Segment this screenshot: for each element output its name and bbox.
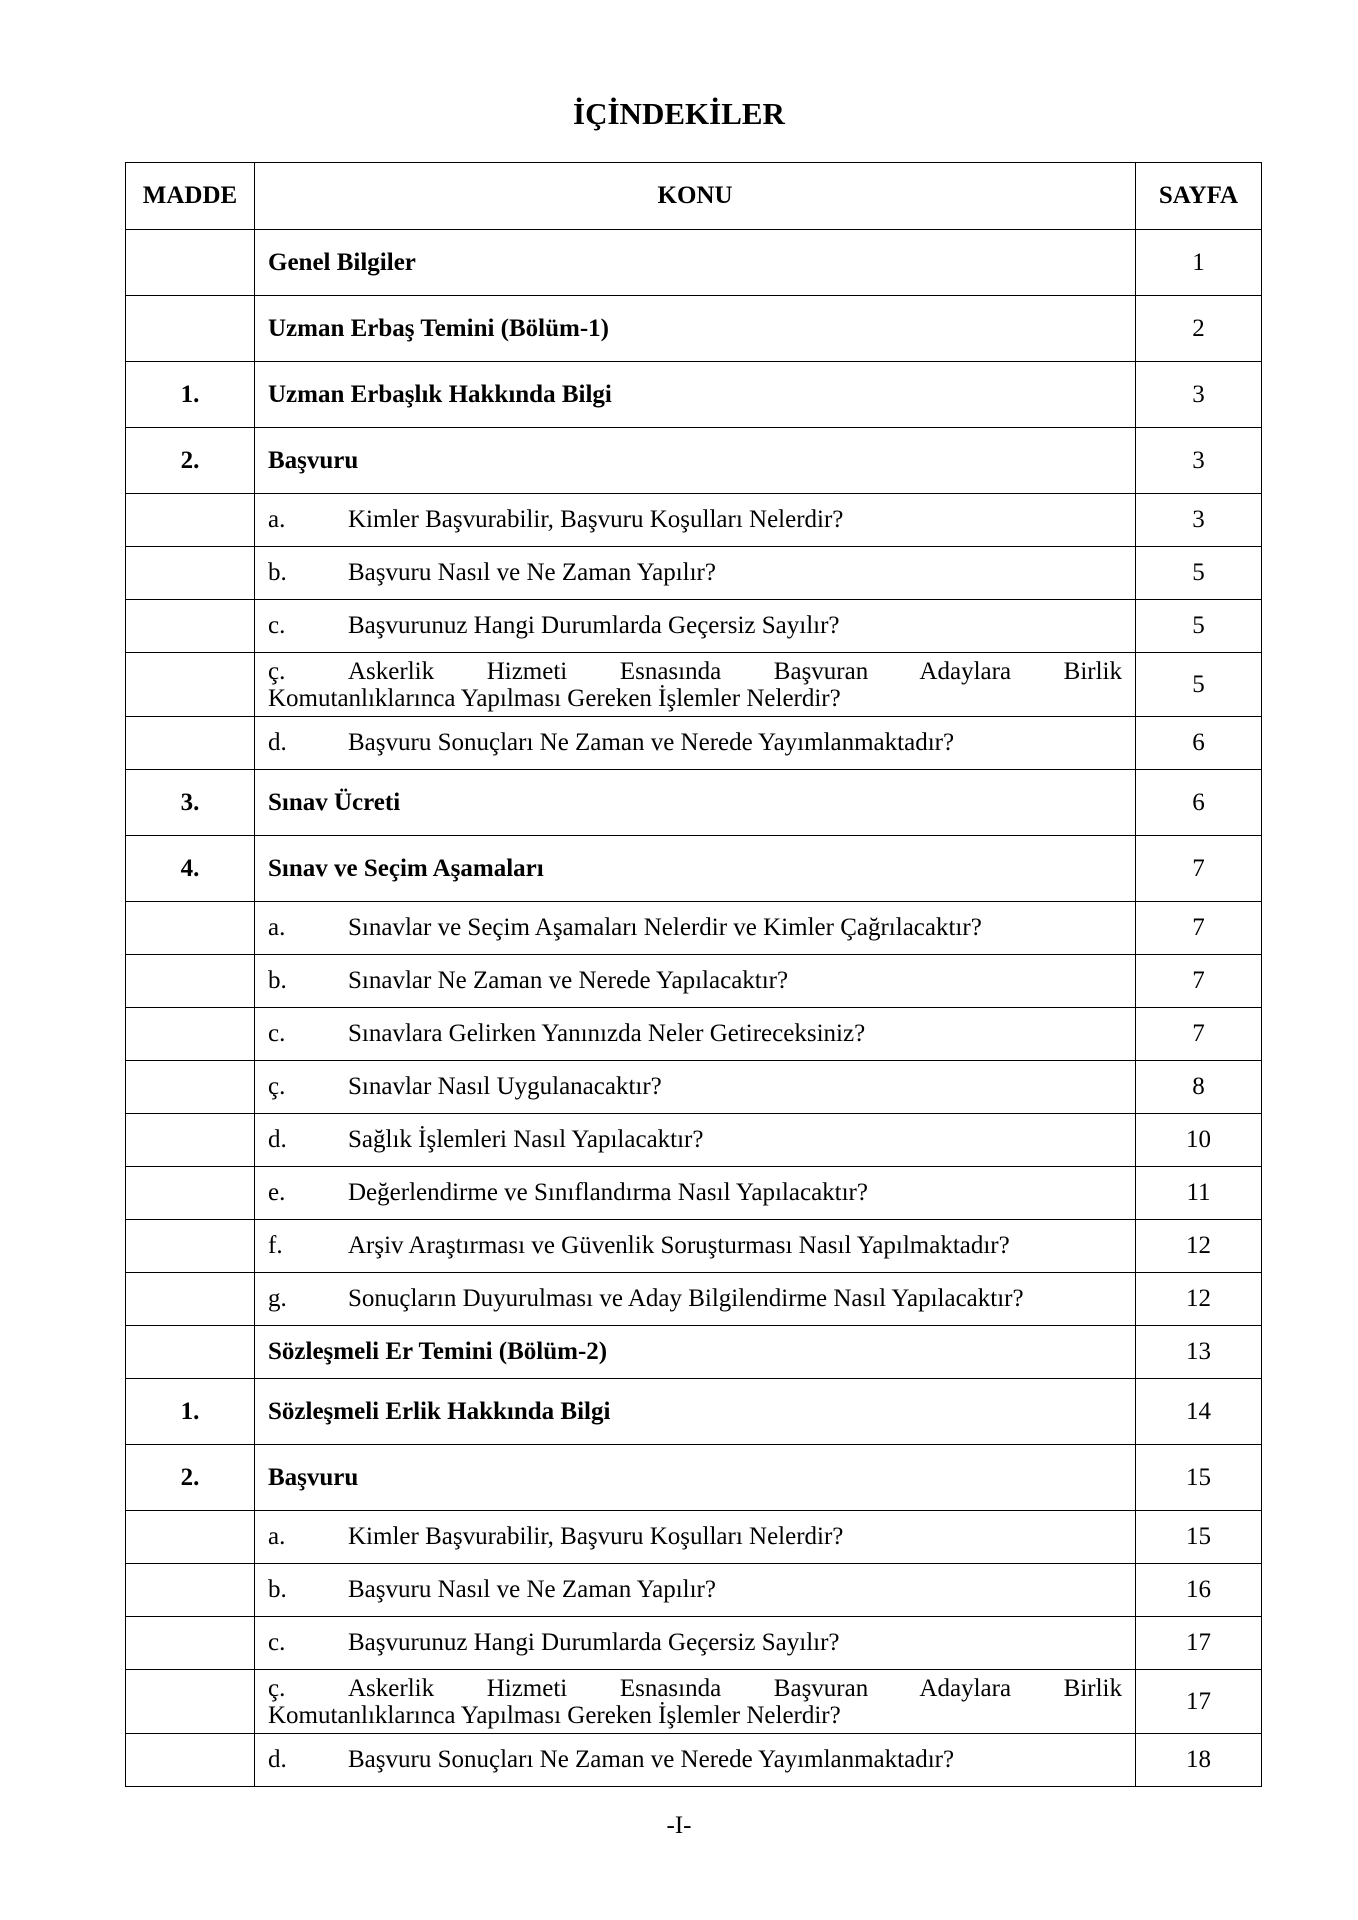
toc-madde xyxy=(126,494,255,547)
toc-konu xyxy=(255,1670,1136,1734)
toc-sayfa: 18 xyxy=(1136,1734,1262,1787)
toc-item-label: b. xyxy=(268,559,287,586)
toc-madde xyxy=(126,653,255,717)
toc-row xyxy=(126,1511,1262,1564)
toc-konu: Uzman Erbaşlık Hakkında Bilgi xyxy=(255,362,1136,428)
toc-konu xyxy=(255,902,1136,955)
toc-konu xyxy=(255,1008,1136,1061)
toc-konu: Başvuru xyxy=(255,428,1136,494)
toc-item-label: e. xyxy=(268,1179,286,1206)
toc-item-text: Başvuru Nasıl ve Ne Zaman Yapılır? xyxy=(348,1576,716,1603)
toc-item-label: a. xyxy=(268,506,286,533)
toc-item-text: Kimler Başvurabilir, Başvuru Koşulları Nelerdir? xyxy=(348,1523,844,1550)
toc-row xyxy=(126,230,1262,296)
toc-item-label: d. xyxy=(268,1126,287,1153)
toc-sayfa: 6 xyxy=(1136,770,1262,836)
toc-sayfa: 7 xyxy=(1136,902,1262,955)
toc-madde: 1. xyxy=(126,1379,255,1445)
toc-sayfa: 16 xyxy=(1136,1564,1262,1617)
toc-item-text: Sonuçların Duyurulması ve Aday Bilgilendirme Nasıl Yapılacaktır? xyxy=(348,1285,1024,1312)
toc-item-label: d. xyxy=(268,1746,287,1773)
toc-row xyxy=(126,1326,1262,1379)
toc-sayfa: 15 xyxy=(1136,1445,1262,1511)
toc-sayfa: 1 xyxy=(1136,230,1262,296)
toc-madde xyxy=(126,600,255,653)
toc-madde xyxy=(126,1617,255,1670)
toc-item-text: Sınavlar Ne Zaman ve Nerede Yapılacaktır? xyxy=(348,967,789,994)
toc-madde xyxy=(126,1273,255,1326)
toc-item-text: Başvuru Sonuçları Ne Zaman ve Nerede Yayımlanmaktadır? xyxy=(348,1746,955,1773)
toc-item-label: ç. xyxy=(268,1073,286,1100)
toc-konu: Sözleşmeli Er Temini (Bölüm-2) xyxy=(255,1326,1136,1379)
toc-konu xyxy=(255,955,1136,1008)
toc-sayfa: 8 xyxy=(1136,1061,1262,1114)
toc-sayfa: 17 xyxy=(1136,1670,1262,1734)
toc-sayfa: 7 xyxy=(1136,955,1262,1008)
toc-row xyxy=(126,428,1262,494)
page-title: İÇİNDEKİLER xyxy=(573,96,785,131)
toc-madde xyxy=(126,1511,255,1564)
toc-konu xyxy=(255,1617,1136,1670)
toc-madde: 1. xyxy=(126,362,255,428)
toc-sayfa: 7 xyxy=(1136,1008,1262,1061)
toc-item-label: c. xyxy=(268,612,286,639)
toc-row xyxy=(126,1445,1262,1511)
toc-row xyxy=(126,653,1262,717)
toc-madde xyxy=(126,230,255,296)
toc-madde xyxy=(126,1114,255,1167)
toc-item-text: Başvuru Nasıl ve Ne Zaman Yapılır? xyxy=(348,559,716,586)
toc-header-row xyxy=(126,163,1262,230)
toc-row xyxy=(126,1273,1262,1326)
toc-madde xyxy=(126,902,255,955)
toc-konu xyxy=(255,717,1136,770)
toc-item-text: Askerlik Hizmeti Esnasında Başvuran Adaylara Birlik xyxy=(348,1674,1122,1702)
toc-row xyxy=(126,1670,1262,1734)
toc-konu xyxy=(255,547,1136,600)
toc-item-label: a. xyxy=(268,1523,286,1550)
toc-item-label: c. xyxy=(268,1020,286,1047)
toc-item-label: d. xyxy=(268,729,287,756)
toc-konu: Sözleşmeli Erlik Hakkında Bilgi xyxy=(255,1379,1136,1445)
toc-madde xyxy=(126,296,255,362)
toc-sayfa: 12 xyxy=(1136,1220,1262,1273)
toc-sayfa: 3 xyxy=(1136,428,1262,494)
toc-madde xyxy=(126,547,255,600)
toc-item-text-continued: Komutanlıklarınca Yapılması Gereken İşlemler Nelerdir? xyxy=(268,684,841,712)
toc-row xyxy=(126,836,1262,902)
toc-konu xyxy=(255,1564,1136,1617)
toc-sayfa: 13 xyxy=(1136,1326,1262,1379)
toc-row xyxy=(126,770,1262,836)
toc-madde xyxy=(126,1326,255,1379)
toc-row xyxy=(126,296,1262,362)
toc-konu xyxy=(255,1273,1136,1326)
toc-konu xyxy=(255,600,1136,653)
toc-item-text: Başvuru Sonuçları Ne Zaman ve Nerede Yayımlanmaktadır? xyxy=(348,729,955,756)
toc-konu xyxy=(255,653,1136,717)
header-sayfa: SAYFA xyxy=(1136,163,1262,230)
toc-item-text: Sağlık İşlemleri Nasıl Yapılacaktır? xyxy=(348,1126,704,1153)
toc-row xyxy=(126,955,1262,1008)
toc-row xyxy=(126,600,1262,653)
toc-row xyxy=(126,1061,1262,1114)
toc-sayfa: 5 xyxy=(1136,547,1262,600)
toc-madde xyxy=(126,1670,255,1734)
header-madde: MADDE xyxy=(126,163,255,230)
toc-madde xyxy=(126,1734,255,1787)
toc-sayfa: 5 xyxy=(1136,600,1262,653)
toc-item-label: f. xyxy=(268,1232,283,1259)
toc-sayfa: 6 xyxy=(1136,717,1262,770)
toc-sayfa: 3 xyxy=(1136,494,1262,547)
toc-item-text: Sınavlar ve Seçim Aşamaları Nelerdir ve Kimler Çağrılacaktır? xyxy=(348,914,982,941)
toc-row xyxy=(126,362,1262,428)
toc-konu: Uzman Erbaş Temini (Bölüm-1) xyxy=(255,296,1136,362)
toc-sayfa: 7 xyxy=(1136,836,1262,902)
toc-row xyxy=(126,1379,1262,1445)
toc-body xyxy=(126,230,1262,1787)
toc-konu: Başvuru xyxy=(255,1445,1136,1511)
toc-item-text: Sınavlara Gelirken Yanınızda Neler Getireceksiniz? xyxy=(348,1020,866,1047)
toc-konu xyxy=(255,1511,1136,1564)
toc-konu: Genel Bilgiler xyxy=(255,230,1136,296)
toc-konu xyxy=(255,1061,1136,1114)
toc-table xyxy=(125,162,1262,1787)
toc-item-label: c. xyxy=(268,1629,286,1656)
toc-item-text: Değerlendirme ve Sınıflandırma Nasıl Yapılacaktır? xyxy=(348,1179,868,1206)
toc-konu xyxy=(255,1220,1136,1273)
toc-konu xyxy=(255,494,1136,547)
toc-sayfa: 15 xyxy=(1136,1511,1262,1564)
toc-item-text: Arşiv Araştırması ve Güvenlik Soruşturması Nasıl Yapılmaktadır? xyxy=(348,1232,1010,1259)
page-number: -I- xyxy=(666,1812,692,1839)
toc-sayfa: 2 xyxy=(1136,296,1262,362)
toc-row xyxy=(126,1220,1262,1273)
toc-row xyxy=(126,1167,1262,1220)
toc-row xyxy=(126,547,1262,600)
toc-madde: 2. xyxy=(126,1445,255,1511)
toc-sayfa: 11 xyxy=(1136,1167,1262,1220)
toc-row xyxy=(126,717,1262,770)
toc-item-label: b. xyxy=(268,967,287,994)
toc-row xyxy=(126,1734,1262,1787)
toc-sayfa: 10 xyxy=(1136,1114,1262,1167)
toc-row xyxy=(126,902,1262,955)
toc-madde xyxy=(126,955,255,1008)
toc-madde xyxy=(126,1061,255,1114)
toc-konu: Sınav Ücreti xyxy=(255,770,1136,836)
toc-sayfa: 5 xyxy=(1136,653,1262,717)
toc-madde xyxy=(126,1167,255,1220)
toc-madde xyxy=(126,1220,255,1273)
toc-item-label: ç. xyxy=(268,1674,286,1702)
toc-madde xyxy=(126,1564,255,1617)
toc-item-label: ç. xyxy=(268,657,286,685)
header-konu: KONU xyxy=(255,163,1136,230)
toc-madde: 2. xyxy=(126,428,255,494)
toc-row xyxy=(126,1114,1262,1167)
toc-item-text: Başvurunuz Hangi Durumlarda Geçersiz Sayılır? xyxy=(348,1629,840,1656)
toc-row xyxy=(126,1008,1262,1061)
toc-madde: 4. xyxy=(126,836,255,902)
toc-row xyxy=(126,494,1262,547)
toc-item-label: g. xyxy=(268,1285,287,1312)
toc-konu xyxy=(255,1167,1136,1220)
toc-konu: Sınav ve Seçim Aşamaları xyxy=(255,836,1136,902)
toc-item-text: Askerlik Hizmeti Esnasında Başvuran Adaylara Birlik xyxy=(348,657,1122,685)
toc-sayfa: 12 xyxy=(1136,1273,1262,1326)
toc-row xyxy=(126,1564,1262,1617)
toc-sayfa: 3 xyxy=(1136,362,1262,428)
toc-row xyxy=(126,1617,1262,1670)
toc-madde xyxy=(126,717,255,770)
toc-sayfa: 17 xyxy=(1136,1617,1262,1670)
toc-konu xyxy=(255,1114,1136,1167)
toc-madde: 3. xyxy=(126,770,255,836)
toc-item-text-continued: Komutanlıklarınca Yapılması Gereken İşlemler Nelerdir? xyxy=(268,1701,841,1729)
toc-item-label: a. xyxy=(268,914,286,941)
toc-item-text: Kimler Başvurabilir, Başvuru Koşulları Nelerdir? xyxy=(348,506,844,533)
toc-item-label: b. xyxy=(268,1576,287,1603)
toc-sayfa: 14 xyxy=(1136,1379,1262,1445)
toc-konu xyxy=(255,1734,1136,1787)
toc-item-text: Sınavlar Nasıl Uygulanacaktır? xyxy=(348,1073,662,1100)
toc-madde xyxy=(126,1008,255,1061)
toc-item-text: Başvurunuz Hangi Durumlarda Geçersiz Sayılır? xyxy=(348,612,840,639)
